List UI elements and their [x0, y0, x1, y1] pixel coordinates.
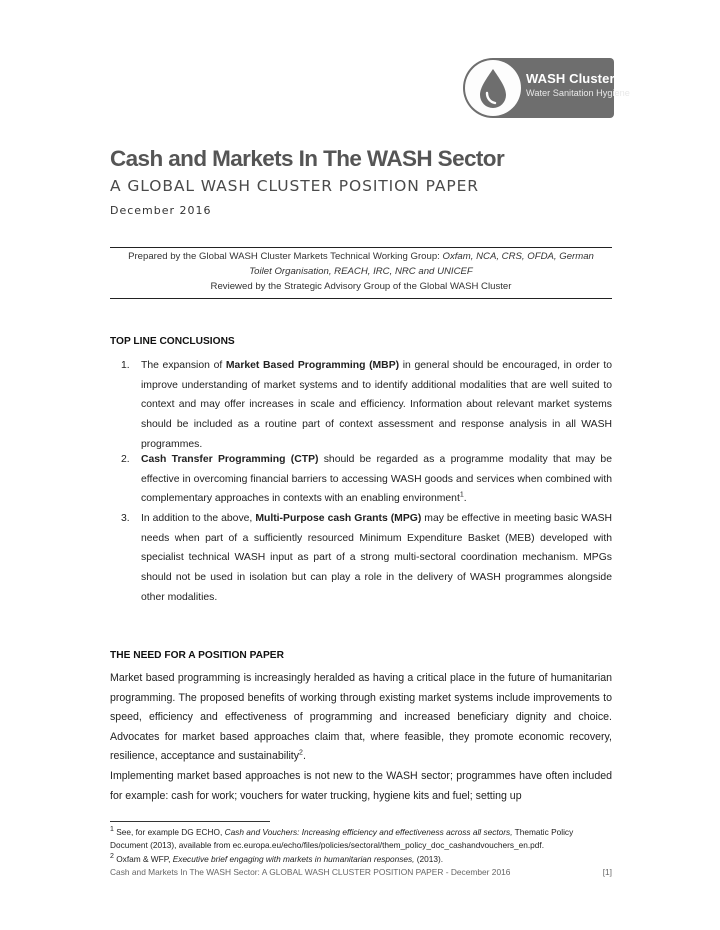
- prepared-by-orgs-cont: Toilet Organisation, REACH, IRC, NRC and UNICEF: [249, 266, 473, 277]
- need-paragraph-1: [110, 669, 612, 767]
- footnote-text: See, for example DG ECHO,: [113, 827, 225, 837]
- water-drop-icon: [465, 60, 521, 116]
- item-text: The expansion of: [141, 360, 226, 371]
- footnote-title: Executive brief engaging with markets in humanitarian responses,: [172, 854, 415, 864]
- item-number: 2.: [121, 454, 130, 465]
- footnote-2: [110, 853, 612, 866]
- prepared-by-line1: [110, 251, 612, 262]
- item-text: should be regarded as a programme modality that may be effective in overcoming financial barriers to accessing WASH goods and services when combined with complementary approaches in contexts with an enabling environment: [141, 454, 612, 505]
- item-term: Multi-Purpose cash Grants (MPG): [255, 513, 422, 524]
- footnote-divider: [110, 821, 270, 822]
- page-number: [1]: [602, 867, 612, 877]
- item-term: Market Based Programming (MBP): [225, 360, 400, 371]
- prepared-by-text: Prepared by the Global WASH Cluster Markets Technical Working Group:: [128, 251, 443, 262]
- document-subtitle: A GLOBAL WASH CLUSTER POSITION PAPER: [110, 177, 479, 195]
- paragraph-text: .: [302, 750, 306, 763]
- footnote-ref[interactable]: 2: [299, 749, 303, 757]
- footnote-text: Oxfam & WFP,: [113, 854, 173, 864]
- item-text: in general should be encouraged, in order to improve understanding of market systems and to identify additional modalities that are well suited to context and may offer increases in scale and efficiency. Information about relevant market systems should be included as a routine part of context assessment and response analysis in all WASH programmes.: [141, 360, 612, 450]
- need-heading: THE NEED FOR A POSITION PAPER: [110, 650, 284, 661]
- paragraph-text: Market based programming is increasingly heralded as having a critical place in the future of humanitarian programming. The proposed benefits of working through existing market systems include improvements to speed, efficiency and effectiveness of programming and increased beneficiary dignity and choice. Advocates for market based approaches claim that, where feasible, they promote economic recovery, resilience, acceptance and sustainability: [110, 672, 612, 763]
- need-paragraph-2: Implementing market based approaches is not new to the WASH sector; programmes have often included for example: cash for work; vouchers for water trucking, hygiene kits and fuel; setting up: [110, 770, 612, 802]
- item-text: In addition to the above,: [141, 513, 256, 524]
- conclusion-item: [121, 509, 612, 608]
- bottom-divider: [110, 298, 612, 299]
- top-line-heading: TOP LINE CONCLUSIONS: [110, 336, 235, 347]
- wash-cluster-logo: [463, 58, 630, 118]
- item-term: Cash Transfer Programming (CTP): [141, 454, 319, 465]
- footnote-title: Cash and Vouchers: Increasing efficiency and effectiveness across all sectors,: [224, 827, 513, 837]
- item-text: may be effective in meeting basic WASH needs when part of a sufficiently resourced Minimum Expenditure Basket (MEB) developed with specialist technical WASH input as part of a strong multi-sectoral coordination mechanism. MPGs should not be used in isolation but can play a role in the delivery of WASH programmes alongside other modalities.: [141, 513, 613, 603]
- footnote-ref[interactable]: 1: [459, 491, 464, 499]
- reviewed-by: Reviewed by the Strategic Advisory Group of the Global WASH Cluster: [210, 281, 512, 292]
- footnote-text: Thematic Policy Document (2013), available from ec.europa.eu/echo/files/policies/sectoral/them_policy_doc_cashandvouchers_en.pdf.: [110, 827, 574, 851]
- prepared-by-line2: [110, 266, 612, 277]
- footnote-1: [110, 826, 612, 853]
- logo-subtitle: Water Sanitation Hygiene: [526, 88, 630, 98]
- conclusion-item: [121, 450, 612, 509]
- footnote-number: 1: [110, 826, 114, 834]
- footer-text: Cash and Markets In The WASH Sector: A GLOBAL WASH CLUSTER POSITION PAPER - December 2016: [110, 867, 511, 877]
- item-number: 1.: [121, 360, 130, 371]
- logo-title: WASH Cluster: [526, 71, 615, 86]
- top-divider: [110, 247, 612, 248]
- footnote-number: 2: [110, 853, 114, 861]
- document-date: December 2016: [110, 204, 212, 217]
- item-text: .: [463, 493, 467, 505]
- item-number: 3.: [121, 513, 130, 524]
- footnote-text: (2013).: [414, 854, 444, 864]
- document-title: Cash and Markets In The WASH Sector: [110, 146, 505, 171]
- prepared-by-orgs: Oxfam, NCA, CRS, OFDA, German: [442, 251, 594, 262]
- page-footer: [110, 867, 612, 877]
- conclusion-item: [121, 356, 612, 455]
